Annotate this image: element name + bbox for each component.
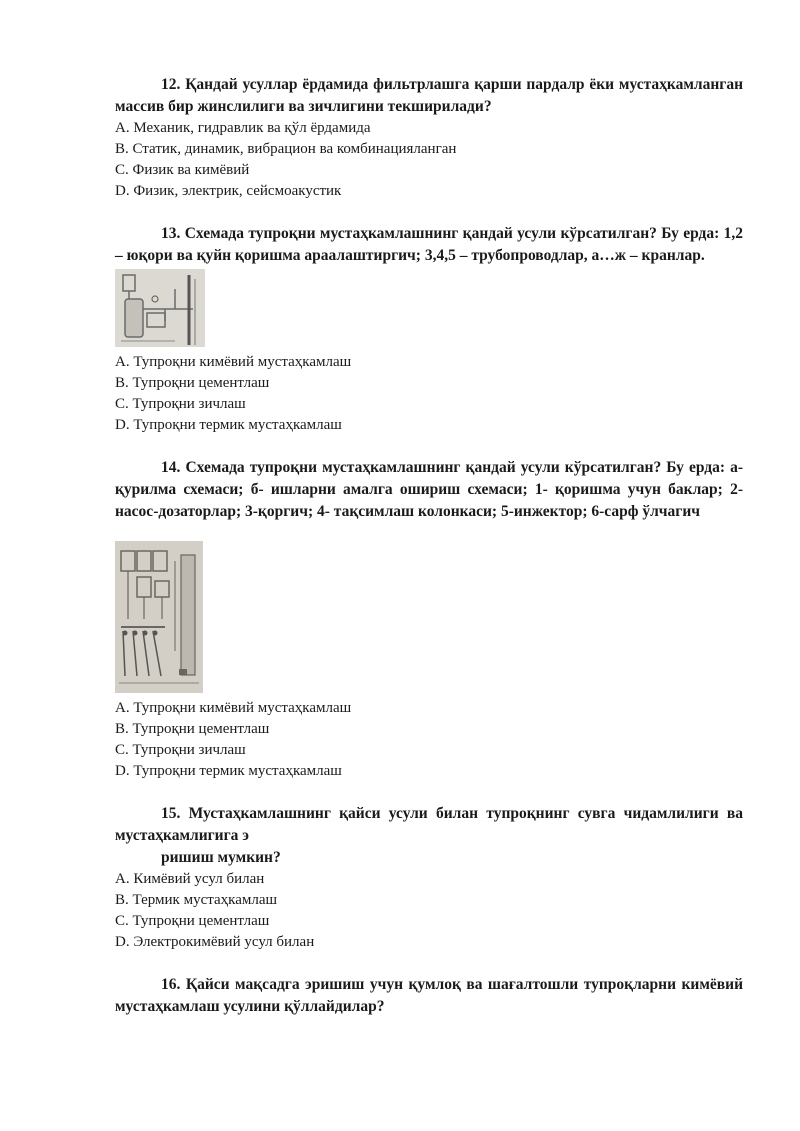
question-14: 14. Схемада тупроқни мустаҳкамлашнинг қандай усули кўрсатилган? Бу ерда: а-қурилма схемаси; б- ишларни амалга ошириш схемаси; 1- қоришма учун баклар; 2-насос-дозаторлар; 3-қоргич; 4- тақсимлаш колонкаси; 5-инжектор; 6-сарф ўлчагич	[115, 459, 743, 520]
diagram-image	[115, 269, 205, 347]
question-15: 15. Мустаҳкамлашнинг қайси усули билан тупроқнинг сувга чидамлилиги ва мустаҳкамлигига э ришиш мумкин?	[115, 805, 743, 866]
test-content	[115, 74, 743, 1018]
question-16: 16. Қайси мақсадга эришиш учун қумлоқ ва шағалтошли тупроқларни кимёвий мустаҳкамлаш усулини қўллайдилар?	[115, 976, 743, 1015]
question-14-options	[115, 698, 743, 782]
option-a: A. Механик, гидравлик ва қўл ёрдамида	[115, 120, 371, 136]
option-d: D. Тупроқни термик мустаҳкамлаш	[115, 763, 342, 779]
option-c: C. Физик ва кимёвий	[115, 162, 250, 178]
option-c: C. Тупроқни зичлаш	[115, 742, 246, 758]
option-a: A. Тупроқни кимёвий мустаҳкамлаш	[115, 354, 352, 370]
question-15-options	[115, 869, 743, 953]
question-13-options	[115, 352, 743, 436]
question-12-options	[115, 118, 743, 202]
question-12: 12. Қандай усуллар ёрдамида фильтрлашга қарши пардалр ёки мустаҳкамланган массив бир жинслилиги ва зичлигини текширилади?	[115, 76, 743, 115]
option-c: C. Тупроқни зичлаш	[115, 396, 246, 412]
option-c: C. Тупроқни цементлаш	[115, 913, 270, 929]
option-a: A. Кимёвий усул билан	[115, 871, 265, 887]
option-d: D. Тупроқни термик мустаҳкамлаш	[115, 417, 342, 433]
option-b: B. Термик мустаҳкамлаш	[115, 892, 278, 908]
option-b: B. Тупроқни цементлаш	[115, 375, 270, 391]
option-b: B. Статик, динамик, вибрацион ва комбинацияланган	[115, 141, 457, 157]
option-d: D. Физик, электрик, сейсмоакустик	[115, 183, 342, 199]
question-13: 13. Схемада тупроқни мустаҳкамлашнинг қандай усули кўрсатилган? Бу ерда: 1,2 – юқори ва қуйн қоришма араалаштиргич; 3,4,5 – трубопроводлар, а…ж – кранлар.	[115, 225, 743, 264]
option-d: D. Электрокимёвий усул билан	[115, 934, 315, 950]
option-a: A. Тупроқни кимёвий мустаҳкамлаш	[115, 700, 352, 716]
option-b: B. Тупроқни цементлаш	[115, 721, 270, 737]
diagram-image	[115, 541, 203, 693]
